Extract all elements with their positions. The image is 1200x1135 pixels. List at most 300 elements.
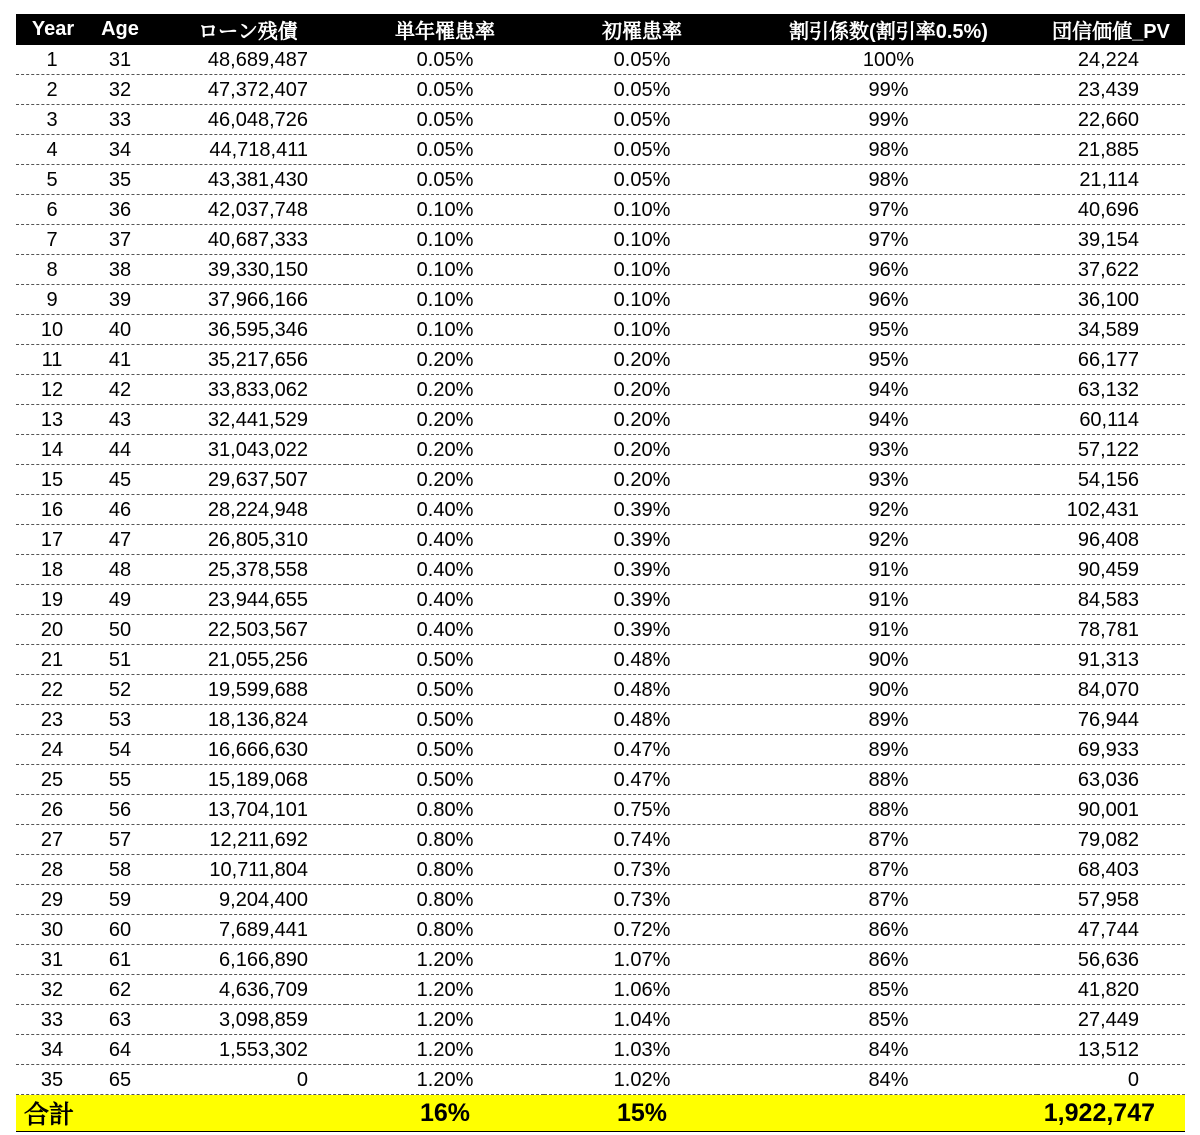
cell-pv: 66,177 <box>1037 345 1185 375</box>
table-row <box>16 285 1185 315</box>
cell-year: 1 <box>16 45 90 75</box>
cell-pv: 91,313 <box>1037 645 1185 675</box>
table-body <box>16 45 1185 1095</box>
cell-year: 5 <box>16 165 90 195</box>
total-label: 合計 <box>16 1095 90 1132</box>
cell-pv: 40,696 <box>1037 195 1185 225</box>
cell-age: 50 <box>90 615 150 645</box>
cell-single-year-rate: 0.05% <box>346 135 544 165</box>
cell-loan-balance: 32,441,529 <box>150 405 346 435</box>
cell-year: 28 <box>16 855 90 885</box>
cell-single-year-rate: 1.20% <box>346 1035 544 1065</box>
cell-single-year-rate: 0.50% <box>346 705 544 735</box>
cell-loan-balance: 48,689,487 <box>150 45 346 75</box>
table-footer <box>16 1095 1185 1132</box>
cell-age: 44 <box>90 435 150 465</box>
cell-pv: 21,885 <box>1037 135 1185 165</box>
cell-single-year-rate: 0.20% <box>346 435 544 465</box>
cell-single-year-rate: 0.80% <box>346 855 544 885</box>
total-empty-age <box>90 1095 150 1132</box>
cell-year: 7 <box>16 225 90 255</box>
cell-pv: 69,933 <box>1037 735 1185 765</box>
cell-single-year-rate: 0.10% <box>346 255 544 285</box>
cell-pv: 68,403 <box>1037 855 1185 885</box>
cell-single-year-rate: 0.40% <box>346 525 544 555</box>
cell-year: 33 <box>16 1005 90 1035</box>
cell-age: 62 <box>90 975 150 1005</box>
cell-loan-balance: 3,098,859 <box>150 1005 346 1035</box>
cell-discount-factor: 97% <box>740 225 1037 255</box>
cell-pv: 63,036 <box>1037 765 1185 795</box>
cell-initial-rate: 0.20% <box>544 345 740 375</box>
table-row <box>16 915 1185 945</box>
cell-year: 6 <box>16 195 90 225</box>
cell-initial-rate: 1.03% <box>544 1035 740 1065</box>
cell-age: 58 <box>90 855 150 885</box>
cell-age: 36 <box>90 195 150 225</box>
cell-single-year-rate: 1.20% <box>346 975 544 1005</box>
cell-loan-balance: 19,599,688 <box>150 675 346 705</box>
cell-age: 48 <box>90 555 150 585</box>
header-pv: 団信価値_PV <box>1037 14 1185 45</box>
cell-year: 17 <box>16 525 90 555</box>
table-row <box>16 45 1185 75</box>
cell-loan-balance: 35,217,656 <box>150 345 346 375</box>
cell-age: 39 <box>90 285 150 315</box>
cell-pv: 27,449 <box>1037 1005 1185 1035</box>
cell-discount-factor: 85% <box>740 1005 1037 1035</box>
cell-year: 18 <box>16 555 90 585</box>
cell-age: 38 <box>90 255 150 285</box>
cell-discount-factor: 91% <box>740 585 1037 615</box>
cell-year: 15 <box>16 465 90 495</box>
cell-loan-balance: 37,966,166 <box>150 285 346 315</box>
cell-age: 49 <box>90 585 150 615</box>
total-initial-rate: 15% <box>544 1095 740 1132</box>
cell-age: 32 <box>90 75 150 105</box>
cell-single-year-rate: 0.50% <box>346 765 544 795</box>
table-row <box>16 525 1185 555</box>
cell-discount-factor: 84% <box>740 1035 1037 1065</box>
cell-age: 54 <box>90 735 150 765</box>
cell-pv: 37,622 <box>1037 255 1185 285</box>
cell-discount-factor: 94% <box>740 375 1037 405</box>
cell-initial-rate: 0.72% <box>544 915 740 945</box>
cell-pv: 56,636 <box>1037 945 1185 975</box>
table-row <box>16 825 1185 855</box>
cell-year: 24 <box>16 735 90 765</box>
cell-pv: 57,122 <box>1037 435 1185 465</box>
cell-pv: 63,132 <box>1037 375 1185 405</box>
cell-discount-factor: 92% <box>740 525 1037 555</box>
total-pv: 1,922,747 <box>1037 1095 1185 1132</box>
cell-loan-balance: 44,718,411 <box>150 135 346 165</box>
table-row <box>16 675 1185 705</box>
cell-year: 3 <box>16 105 90 135</box>
cell-year: 31 <box>16 945 90 975</box>
cell-initial-rate: 1.07% <box>544 945 740 975</box>
cell-age: 57 <box>90 825 150 855</box>
cell-loan-balance: 21,055,256 <box>150 645 346 675</box>
cell-initial-rate: 0.39% <box>544 555 740 585</box>
cell-pv: 47,744 <box>1037 915 1185 945</box>
cell-single-year-rate: 0.20% <box>346 465 544 495</box>
cell-pv: 54,156 <box>1037 465 1185 495</box>
total-empty-discount <box>740 1095 1037 1132</box>
cell-pv: 84,070 <box>1037 675 1185 705</box>
cell-loan-balance: 40,687,333 <box>150 225 346 255</box>
table-row <box>16 165 1185 195</box>
cell-single-year-rate: 0.40% <box>346 615 544 645</box>
cell-loan-balance: 13,704,101 <box>150 795 346 825</box>
cell-year: 8 <box>16 255 90 285</box>
cell-pv: 39,154 <box>1037 225 1185 255</box>
table-row <box>16 225 1185 255</box>
cell-discount-factor: 93% <box>740 435 1037 465</box>
cell-pv: 21,114 <box>1037 165 1185 195</box>
cell-initial-rate: 0.75% <box>544 795 740 825</box>
cell-single-year-rate: 0.10% <box>346 285 544 315</box>
cell-discount-factor: 100% <box>740 45 1037 75</box>
table-row <box>16 315 1185 345</box>
cell-loan-balance: 9,204,400 <box>150 885 346 915</box>
cell-pv: 90,459 <box>1037 555 1185 585</box>
cell-year: 12 <box>16 375 90 405</box>
cell-discount-factor: 96% <box>740 255 1037 285</box>
cell-pv: 60,114 <box>1037 405 1185 435</box>
cell-age: 64 <box>90 1035 150 1065</box>
table-row <box>16 345 1185 375</box>
cell-initial-rate: 0.39% <box>544 615 740 645</box>
cell-age: 45 <box>90 465 150 495</box>
cell-single-year-rate: 0.20% <box>346 345 544 375</box>
cell-age: 65 <box>90 1065 150 1095</box>
cell-single-year-rate: 1.20% <box>346 945 544 975</box>
cell-initial-rate: 0.39% <box>544 495 740 525</box>
cell-year: 29 <box>16 885 90 915</box>
cell-pv: 24,224 <box>1037 45 1185 75</box>
cell-initial-rate: 0.10% <box>544 255 740 285</box>
cell-discount-factor: 98% <box>740 165 1037 195</box>
cell-loan-balance: 18,136,824 <box>150 705 346 735</box>
cell-year: 25 <box>16 765 90 795</box>
cell-year: 30 <box>16 915 90 945</box>
cell-pv: 84,583 <box>1037 585 1185 615</box>
cell-pv: 90,001 <box>1037 795 1185 825</box>
cell-discount-factor: 93% <box>740 465 1037 495</box>
cell-initial-rate: 0.10% <box>544 285 740 315</box>
cell-initial-rate: 0.73% <box>544 885 740 915</box>
cell-single-year-rate: 0.80% <box>346 885 544 915</box>
cell-loan-balance: 10,711,804 <box>150 855 346 885</box>
cell-initial-rate: 0.05% <box>544 165 740 195</box>
insurance-value-table <box>16 14 1185 1132</box>
cell-discount-factor: 87% <box>740 885 1037 915</box>
cell-initial-rate: 0.05% <box>544 75 740 105</box>
cell-age: 61 <box>90 945 150 975</box>
cell-year: 4 <box>16 135 90 165</box>
table-row <box>16 735 1185 765</box>
table-row <box>16 975 1185 1005</box>
cell-loan-balance: 43,381,430 <box>150 165 346 195</box>
cell-discount-factor: 90% <box>740 675 1037 705</box>
cell-pv: 36,100 <box>1037 285 1185 315</box>
cell-initial-rate: 0.48% <box>544 705 740 735</box>
cell-loan-balance: 33,833,062 <box>150 375 346 405</box>
cell-initial-rate: 0.10% <box>544 195 740 225</box>
cell-initial-rate: 1.06% <box>544 975 740 1005</box>
cell-age: 33 <box>90 105 150 135</box>
cell-pv: 0 <box>1037 1065 1185 1095</box>
table-row <box>16 645 1185 675</box>
cell-age: 31 <box>90 45 150 75</box>
cell-initial-rate: 0.74% <box>544 825 740 855</box>
cell-discount-factor: 97% <box>740 195 1037 225</box>
cell-loan-balance: 22,503,567 <box>150 615 346 645</box>
cell-year: 11 <box>16 345 90 375</box>
cell-discount-factor: 87% <box>740 855 1037 885</box>
cell-discount-factor: 88% <box>740 765 1037 795</box>
table-row <box>16 1035 1185 1065</box>
table-row <box>16 255 1185 285</box>
cell-loan-balance: 4,636,709 <box>150 975 346 1005</box>
cell-loan-balance: 47,372,407 <box>150 75 346 105</box>
cell-initial-rate: 0.48% <box>544 645 740 675</box>
cell-single-year-rate: 0.20% <box>346 405 544 435</box>
cell-loan-balance: 16,666,630 <box>150 735 346 765</box>
cell-single-year-rate: 0.10% <box>346 225 544 255</box>
cell-initial-rate: 0.10% <box>544 315 740 345</box>
table-row <box>16 465 1185 495</box>
header-loan-balance: ローン残債 <box>150 14 346 45</box>
cell-pv: 102,431 <box>1037 495 1185 525</box>
cell-age: 63 <box>90 1005 150 1035</box>
header-age: Age <box>90 14 150 45</box>
cell-single-year-rate: 0.10% <box>346 195 544 225</box>
cell-single-year-rate: 0.80% <box>346 915 544 945</box>
cell-single-year-rate: 0.05% <box>346 165 544 195</box>
cell-single-year-rate: 0.50% <box>346 675 544 705</box>
cell-age: 35 <box>90 165 150 195</box>
cell-discount-factor: 95% <box>740 345 1037 375</box>
cell-year: 21 <box>16 645 90 675</box>
cell-loan-balance: 0 <box>150 1065 346 1095</box>
cell-initial-rate: 0.48% <box>544 675 740 705</box>
cell-loan-balance: 1,553,302 <box>150 1035 346 1065</box>
cell-single-year-rate: 0.50% <box>346 645 544 675</box>
cell-discount-factor: 87% <box>740 825 1037 855</box>
cell-single-year-rate: 0.40% <box>346 555 544 585</box>
table-row <box>16 705 1185 735</box>
cell-discount-factor: 94% <box>740 405 1037 435</box>
cell-pv: 96,408 <box>1037 525 1185 555</box>
cell-discount-factor: 95% <box>740 315 1037 345</box>
cell-single-year-rate: 0.05% <box>346 45 544 75</box>
cell-age: 46 <box>90 495 150 525</box>
table-row <box>16 195 1185 225</box>
cell-year: 23 <box>16 705 90 735</box>
cell-initial-rate: 0.39% <box>544 525 740 555</box>
cell-discount-factor: 85% <box>740 975 1037 1005</box>
cell-loan-balance: 15,189,068 <box>150 765 346 795</box>
cell-initial-rate: 0.10% <box>544 225 740 255</box>
table-row <box>16 795 1185 825</box>
cell-initial-rate: 1.04% <box>544 1005 740 1035</box>
cell-year: 2 <box>16 75 90 105</box>
table-header <box>16 14 1185 45</box>
cell-discount-factor: 89% <box>740 705 1037 735</box>
cell-loan-balance: 26,805,310 <box>150 525 346 555</box>
cell-year: 13 <box>16 405 90 435</box>
cell-initial-rate: 0.47% <box>544 765 740 795</box>
cell-single-year-rate: 0.20% <box>346 375 544 405</box>
cell-pv: 22,660 <box>1037 105 1185 135</box>
table-row <box>16 135 1185 165</box>
cell-pv: 79,082 <box>1037 825 1185 855</box>
cell-discount-factor: 96% <box>740 285 1037 315</box>
cell-initial-rate: 0.20% <box>544 435 740 465</box>
cell-initial-rate: 0.20% <box>544 405 740 435</box>
cell-loan-balance: 23,944,655 <box>150 585 346 615</box>
cell-discount-factor: 98% <box>740 135 1037 165</box>
cell-single-year-rate: 0.40% <box>346 585 544 615</box>
cell-age: 60 <box>90 915 150 945</box>
cell-age: 53 <box>90 705 150 735</box>
header-initial-rate: 初罹患率 <box>544 14 740 45</box>
table-row <box>16 1005 1185 1035</box>
cell-year: 14 <box>16 435 90 465</box>
cell-year: 9 <box>16 285 90 315</box>
total-empty-loan <box>150 1095 346 1132</box>
total-single-year-rate: 16% <box>346 1095 544 1132</box>
cell-loan-balance: 36,595,346 <box>150 315 346 345</box>
header-discount-factor: 割引係数(割引率0.5%) <box>740 14 1037 45</box>
cell-single-year-rate: 0.10% <box>346 315 544 345</box>
table-row <box>16 495 1185 525</box>
cell-year: 10 <box>16 315 90 345</box>
table-row <box>16 405 1185 435</box>
cell-loan-balance: 7,689,441 <box>150 915 346 945</box>
cell-discount-factor: 89% <box>740 735 1037 765</box>
cell-loan-balance: 25,378,558 <box>150 555 346 585</box>
cell-age: 42 <box>90 375 150 405</box>
cell-age: 41 <box>90 345 150 375</box>
cell-age: 52 <box>90 675 150 705</box>
cell-loan-balance: 28,224,948 <box>150 495 346 525</box>
cell-initial-rate: 1.02% <box>544 1065 740 1095</box>
cell-initial-rate: 0.05% <box>544 45 740 75</box>
header-year: Year <box>16 14 90 45</box>
cell-pv: 23,439 <box>1037 75 1185 105</box>
cell-age: 55 <box>90 765 150 795</box>
table-row <box>16 375 1185 405</box>
table-row <box>16 585 1185 615</box>
cell-discount-factor: 90% <box>740 645 1037 675</box>
cell-discount-factor: 91% <box>740 615 1037 645</box>
cell-discount-factor: 86% <box>740 945 1037 975</box>
cell-year: 19 <box>16 585 90 615</box>
cell-single-year-rate: 0.05% <box>346 75 544 105</box>
cell-year: 32 <box>16 975 90 1005</box>
header-row <box>16 14 1185 45</box>
cell-year: 20 <box>16 615 90 645</box>
cell-single-year-rate: 1.20% <box>346 1005 544 1035</box>
table-row <box>16 885 1185 915</box>
cell-year: 35 <box>16 1065 90 1095</box>
cell-pv: 78,781 <box>1037 615 1185 645</box>
cell-single-year-rate: 0.80% <box>346 795 544 825</box>
cell-loan-balance: 39,330,150 <box>150 255 346 285</box>
cell-age: 56 <box>90 795 150 825</box>
cell-loan-balance: 46,048,726 <box>150 105 346 135</box>
cell-initial-rate: 0.05% <box>544 105 740 135</box>
cell-loan-balance: 31,043,022 <box>150 435 346 465</box>
table-row <box>16 765 1185 795</box>
cell-single-year-rate: 0.05% <box>346 105 544 135</box>
cell-pv: 57,958 <box>1037 885 1185 915</box>
cell-discount-factor: 99% <box>740 105 1037 135</box>
cell-discount-factor: 84% <box>740 1065 1037 1095</box>
cell-loan-balance: 6,166,890 <box>150 945 346 975</box>
cell-loan-balance: 12,211,692 <box>150 825 346 855</box>
cell-loan-balance: 42,037,748 <box>150 195 346 225</box>
cell-age: 40 <box>90 315 150 345</box>
cell-loan-balance: 29,637,507 <box>150 465 346 495</box>
cell-single-year-rate: 1.20% <box>346 1065 544 1095</box>
cell-initial-rate: 0.05% <box>544 135 740 165</box>
cell-year: 22 <box>16 675 90 705</box>
table-row <box>16 75 1185 105</box>
cell-discount-factor: 99% <box>740 75 1037 105</box>
cell-initial-rate: 0.73% <box>544 855 740 885</box>
cell-pv: 76,944 <box>1037 705 1185 735</box>
cell-year: 16 <box>16 495 90 525</box>
table-row <box>16 555 1185 585</box>
spreadsheet <box>16 14 1185 1132</box>
cell-initial-rate: 0.47% <box>544 735 740 765</box>
cell-single-year-rate: 0.50% <box>346 735 544 765</box>
table-row <box>16 105 1185 135</box>
cell-age: 34 <box>90 135 150 165</box>
cell-year: 34 <box>16 1035 90 1065</box>
cell-initial-rate: 0.20% <box>544 465 740 495</box>
total-row <box>16 1095 1185 1132</box>
table-row <box>16 435 1185 465</box>
table-row <box>16 855 1185 885</box>
table-row <box>16 945 1185 975</box>
cell-age: 47 <box>90 525 150 555</box>
cell-single-year-rate: 0.80% <box>346 825 544 855</box>
cell-discount-factor: 86% <box>740 915 1037 945</box>
cell-year: 27 <box>16 825 90 855</box>
cell-discount-factor: 91% <box>740 555 1037 585</box>
cell-age: 43 <box>90 405 150 435</box>
cell-discount-factor: 88% <box>740 795 1037 825</box>
cell-initial-rate: 0.39% <box>544 585 740 615</box>
cell-age: 59 <box>90 885 150 915</box>
cell-pv: 41,820 <box>1037 975 1185 1005</box>
header-single-year-rate: 単年罹患率 <box>346 14 544 45</box>
cell-age: 37 <box>90 225 150 255</box>
cell-pv: 34,589 <box>1037 315 1185 345</box>
cell-single-year-rate: 0.40% <box>346 495 544 525</box>
table-row <box>16 1065 1185 1095</box>
cell-year: 26 <box>16 795 90 825</box>
cell-initial-rate: 0.20% <box>544 375 740 405</box>
cell-pv: 13,512 <box>1037 1035 1185 1065</box>
cell-age: 51 <box>90 645 150 675</box>
cell-discount-factor: 92% <box>740 495 1037 525</box>
